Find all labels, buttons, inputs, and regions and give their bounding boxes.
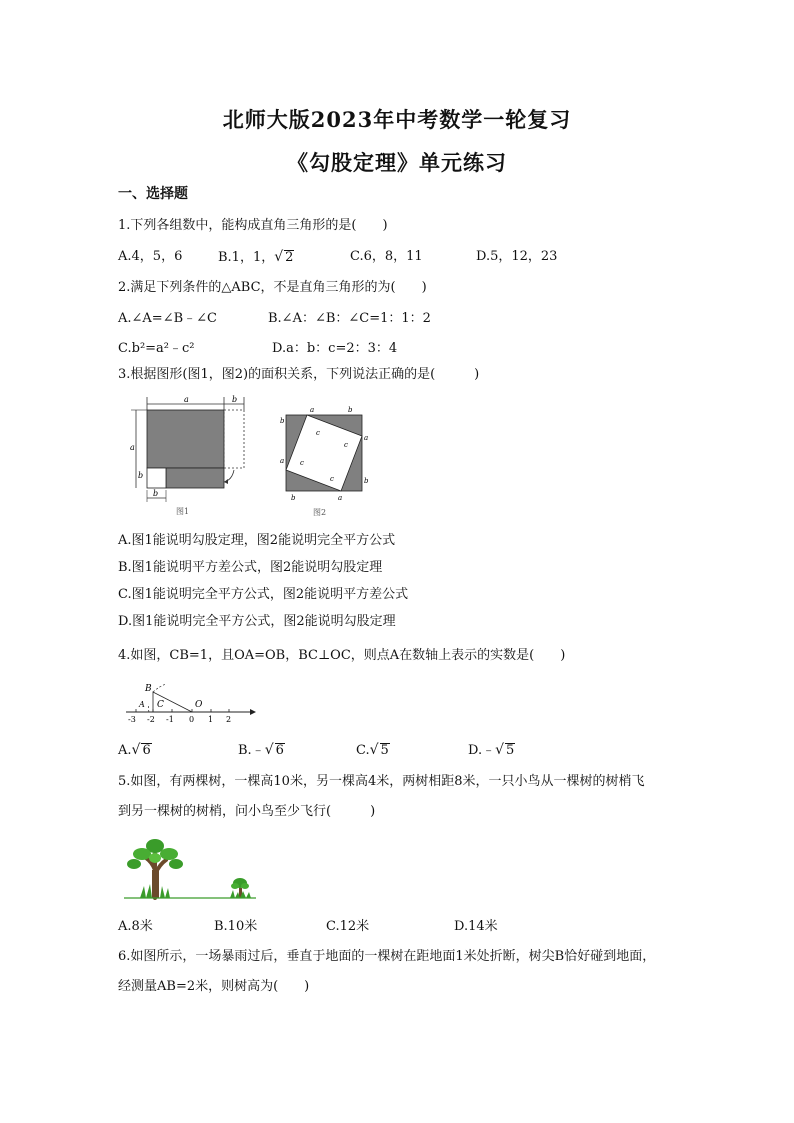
question-3-option-a: A.图1能说明勾股定理，图2能说明完全平方公式 xyxy=(118,533,396,548)
figure-1-caption: 图1 xyxy=(176,507,190,516)
axis-label-2: 2 xyxy=(226,715,232,724)
sqrt-sign-icon: √ xyxy=(264,742,274,758)
figure-2-caption: 图2 xyxy=(313,508,327,517)
question-3-option-d: D.图1能说明完全平方公式，图2能说明勾股定理 xyxy=(118,614,396,629)
svg-text:a: a xyxy=(338,494,343,502)
svg-text:b: b xyxy=(291,494,296,502)
question-5-option-c: C.12米 xyxy=(326,919,370,934)
question-2-option-b: B.∠A：∠B：∠C=1：1：2 xyxy=(268,311,431,326)
question-3-stem: 3.根据图形(图1，图2)的面积关系，下列说法正确的是( ) xyxy=(118,367,480,382)
section-heading: 一、选择题 xyxy=(118,186,188,202)
question-4-option-a xyxy=(118,741,152,760)
svg-text:c: c xyxy=(344,441,348,449)
svg-text:a: a xyxy=(130,443,135,452)
svg-text:A: A xyxy=(139,700,145,709)
sqrt-sign-icon: √ xyxy=(369,742,379,758)
question-4-option-d-radicand: 5 xyxy=(506,743,515,758)
page-title: 北师大版2023年中考数学一轮复习 xyxy=(222,107,572,132)
question-4-option-a-radicand: 6 xyxy=(142,743,151,758)
svg-text:C: C xyxy=(157,700,164,710)
question-1-option-a: A.4，5，6 xyxy=(118,249,183,264)
svg-text:c: c xyxy=(300,459,304,467)
question-1-stem: 1.下列各组数中，能构成直角三角形的是( ) xyxy=(118,218,388,233)
figure-1 xyxy=(126,392,256,518)
question-4-option-c-prefix: C. xyxy=(356,743,370,758)
question-4-option-a-prefix: A. xyxy=(118,743,132,758)
question-2-option-d: D.a：b：c=2：3：4 xyxy=(272,341,398,356)
svg-text:a: a xyxy=(364,434,369,442)
question-6-stem-line-1: 6.如图所示，一场暴雨过后，垂直于地面的一棵树在距地面1米处折断，树尖B恰好碰到地面， xyxy=(118,949,656,964)
question-3-option-c: C.图1能说明完全平方公式，图2能说明平方差公式 xyxy=(118,587,409,602)
svg-text:a: a xyxy=(310,406,315,414)
question-4-option-c xyxy=(356,741,390,760)
axis-label-0: 0 xyxy=(189,715,195,724)
question-1-option-c: C.6，8，11 xyxy=(350,249,423,264)
svg-text:b: b xyxy=(280,417,285,425)
question-4-option-b-radicand: 6 xyxy=(275,743,284,758)
number-line-figure xyxy=(122,678,262,726)
question-6-stem-line-2: 经测量AB=2米，则树高为( ) xyxy=(118,979,310,994)
sqrt-sign-icon: √ xyxy=(131,742,141,758)
question-3-option-b: B.图1能说明平方差公式，图2能说明勾股定理 xyxy=(118,560,383,575)
question-4-option-d-prefix: D.﹣ xyxy=(468,743,496,758)
question-1-option-b-radicand: 2 xyxy=(285,250,294,265)
svg-text:O: O xyxy=(195,700,203,710)
question-2-option-a: A.∠A=∠B﹣∠C xyxy=(118,311,217,326)
question-5-option-b: B.10米 xyxy=(214,919,258,934)
sqrt-sign-icon: √ xyxy=(495,742,505,758)
question-4-option-c-radicand: 5 xyxy=(380,743,389,758)
figure-2 xyxy=(280,405,372,517)
question-1-option-b xyxy=(218,248,294,267)
svg-text:B: B xyxy=(145,684,152,694)
question-1-option-d: D.5，12，23 xyxy=(476,249,558,264)
question-4-option-d xyxy=(468,741,515,760)
page-subtitle: 《勾股定理》单元练习 xyxy=(287,150,507,175)
svg-text:b: b xyxy=(138,471,144,480)
question-5-stem-line-2: 到另一棵树的树梢，问小鸟至少飞行( ) xyxy=(118,804,376,819)
question-2-option-c: C.b²=a²﹣c² xyxy=(118,341,195,356)
two-trees-figure xyxy=(122,836,262,902)
svg-text:a: a xyxy=(184,395,189,404)
question-5-option-d: D.14米 xyxy=(454,919,498,934)
sqrt-sign-icon: √ xyxy=(274,249,284,265)
svg-text:a: a xyxy=(280,457,285,465)
svg-text:c: c xyxy=(316,429,320,437)
question-1-option-b-prefix: B.1，1， xyxy=(218,250,275,265)
question-5-stem-line-1: 5.如图，有两棵树，一棵高10米，另一棵高4米，两树相距8米，一只小鸟从一棵树的树梢飞 xyxy=(118,774,645,789)
axis-label-1: 1 xyxy=(208,715,214,724)
axis-label-neg3: -3 xyxy=(128,715,136,724)
question-4-option-b xyxy=(238,741,285,760)
svg-text:b: b xyxy=(348,406,353,414)
svg-text:c: c xyxy=(330,475,334,483)
svg-text:b: b xyxy=(153,489,159,498)
axis-label-neg1: -1 xyxy=(166,715,174,724)
question-4-option-b-prefix: B.﹣ xyxy=(238,743,265,758)
svg-text:b: b xyxy=(232,395,238,404)
axis-label-neg2: -2 xyxy=(147,715,155,724)
question-4-stem: 4.如图，CB=1，且OA=OB，BC⊥OC，则点A在数轴上表示的实数是( ) xyxy=(118,648,566,663)
svg-text:b: b xyxy=(364,477,369,485)
question-2-stem: 2.满足下列条件的△ABC，不是直角三角形的为( ) xyxy=(118,280,427,295)
question-5-option-a: A.8米 xyxy=(118,919,153,934)
